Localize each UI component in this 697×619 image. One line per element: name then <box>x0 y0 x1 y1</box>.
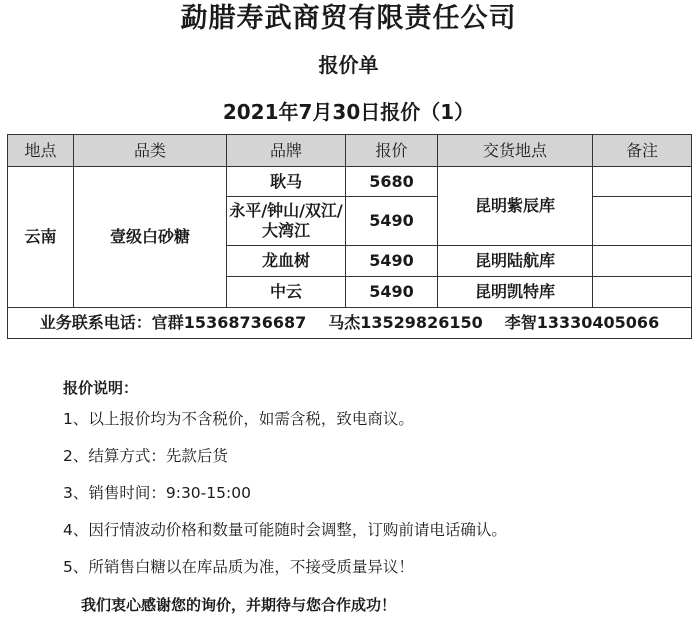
delivery-cell: 昆明凯特库 <box>438 277 593 308</box>
note-cell <box>593 167 692 197</box>
contact-person-1: 官群15368736687 <box>151 313 307 332</box>
document-type: 报价单 <box>318 53 379 77</box>
notes-item: 2、结算方式：先款后货 <box>63 447 228 465</box>
note-cell <box>593 197 692 246</box>
contact-row <box>8 308 692 339</box>
location-cell: 云南 <box>8 167 74 308</box>
contact-cell <box>8 308 692 339</box>
note-cell <box>593 246 692 277</box>
contact-person-2: 马杰13529826150 <box>328 313 483 332</box>
table-header-row <box>8 135 692 167</box>
notes-item: 3、销售时间：9:30-15:00 <box>63 484 251 502</box>
contact-person-3: 李智13330405066 <box>504 313 660 332</box>
delivery-cell: 昆明紫辰库 <box>438 167 593 246</box>
company-name: 勐腊寿武商贸有限责任公司 <box>180 3 517 34</box>
table-row <box>8 167 692 197</box>
column-header-delivery: 交货地点 <box>438 135 593 167</box>
quote-date: 2021年7月30日报价（1） <box>222 100 475 124</box>
delivery-cell: 昆明陆航库 <box>438 246 593 277</box>
column-header-note: 备注 <box>593 135 692 167</box>
column-header-price: 报价 <box>346 135 438 167</box>
quote-notes <box>63 378 683 594</box>
notes-item: 5、所销售白糖以在库品质为准，不接受质量异议！ <box>63 558 414 576</box>
notes-item: 1、以上报价均为不含税价，如需含税，致电商议。 <box>63 410 414 428</box>
price-cell: 5490 <box>346 277 438 308</box>
thanks-message: 我们衷心感谢您的询价，并期待与您合作成功！ <box>81 596 397 614</box>
contact-label: 业务联系电话： <box>39 313 152 332</box>
column-header-location: 地点 <box>8 135 74 167</box>
category-cell: 壹级白砂糖 <box>74 167 227 308</box>
brand-cell: 龙血树 <box>227 246 346 277</box>
notes-item: 4、因行情波动价格和数量可能随时会调整，订购前请电话确认。 <box>63 521 507 539</box>
price-cell: 5490 <box>346 197 438 246</box>
brand-cell: 永平/钟山/双江/大湾江 <box>227 197 346 246</box>
price-table <box>7 134 692 339</box>
brand-cell: 中云 <box>227 277 346 308</box>
note-cell <box>593 277 692 308</box>
brand-cell: 耿马 <box>227 167 346 197</box>
price-cell: 5490 <box>346 246 438 277</box>
column-header-category: 品类 <box>74 135 227 167</box>
notes-title: 报价说明： <box>63 379 139 397</box>
price-cell: 5680 <box>346 167 438 197</box>
column-header-brand: 品牌 <box>227 135 346 167</box>
